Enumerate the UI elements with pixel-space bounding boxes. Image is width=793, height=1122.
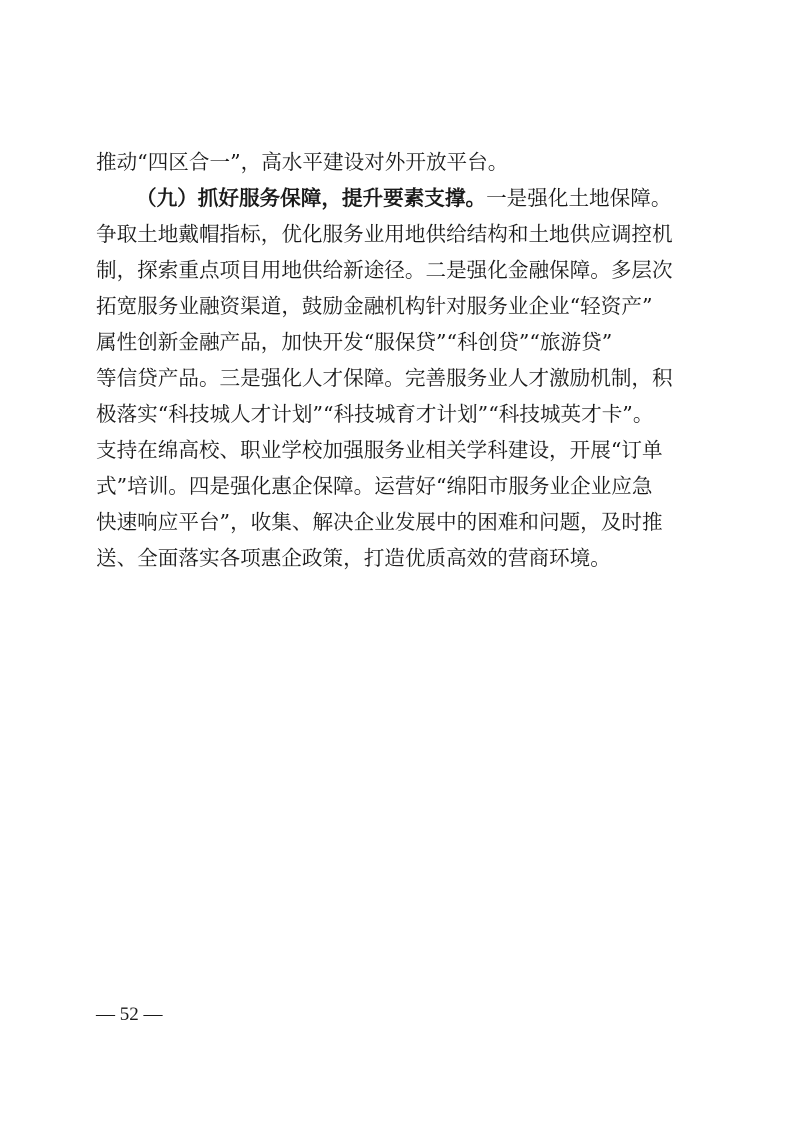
text-line: 拓宽服务业融资渠道，鼓励金融机构针对服务业企业“轻资产”	[96, 294, 653, 318]
page-number: — 52 —	[96, 1004, 163, 1025]
line-text: 一是强化土地保障。	[486, 186, 672, 210]
text-line-1	[96, 144, 700, 180]
line-text: 推动“四区合一”，高水平建设对外开放平台。	[96, 150, 509, 174]
text-line: 制，探索重点项目用地供给新途径。二是强化金融保障。多层次	[96, 258, 673, 282]
text-line: 属性创新金融产品，加快开发“服保贷”“科创贷”“旅游贷”	[96, 330, 613, 354]
paragraph-first-line	[136, 180, 700, 216]
text-line: 送、全面落实各项惠企政策，打造优质高效的营商环境。	[96, 546, 611, 570]
text-line: 等信贷产品。三是强化人才保障。完善服务业人才激励机制，积	[96, 366, 673, 390]
text-line: 支持在绵高校、职业学校加强服务业相关学科建设，开展“订单	[96, 438, 663, 462]
text-line: 争取土地戴帽指标，优化服务业用地供给结构和土地供应调控机	[96, 222, 673, 246]
section-heading: （九）抓好服务保障，提升要素支撑。	[136, 186, 487, 210]
text-line: 式”培训。四是强化惠企保障。运营好“绵阳市服务业企业应急	[96, 474, 653, 498]
text-line: 快速响应平台”，收集、解决企业发展中的困难和问题，及时推	[96, 510, 663, 534]
text-line: 极落实“科技城人才计划”“科技城育才计划”“科技城英才卡”。	[96, 402, 654, 426]
